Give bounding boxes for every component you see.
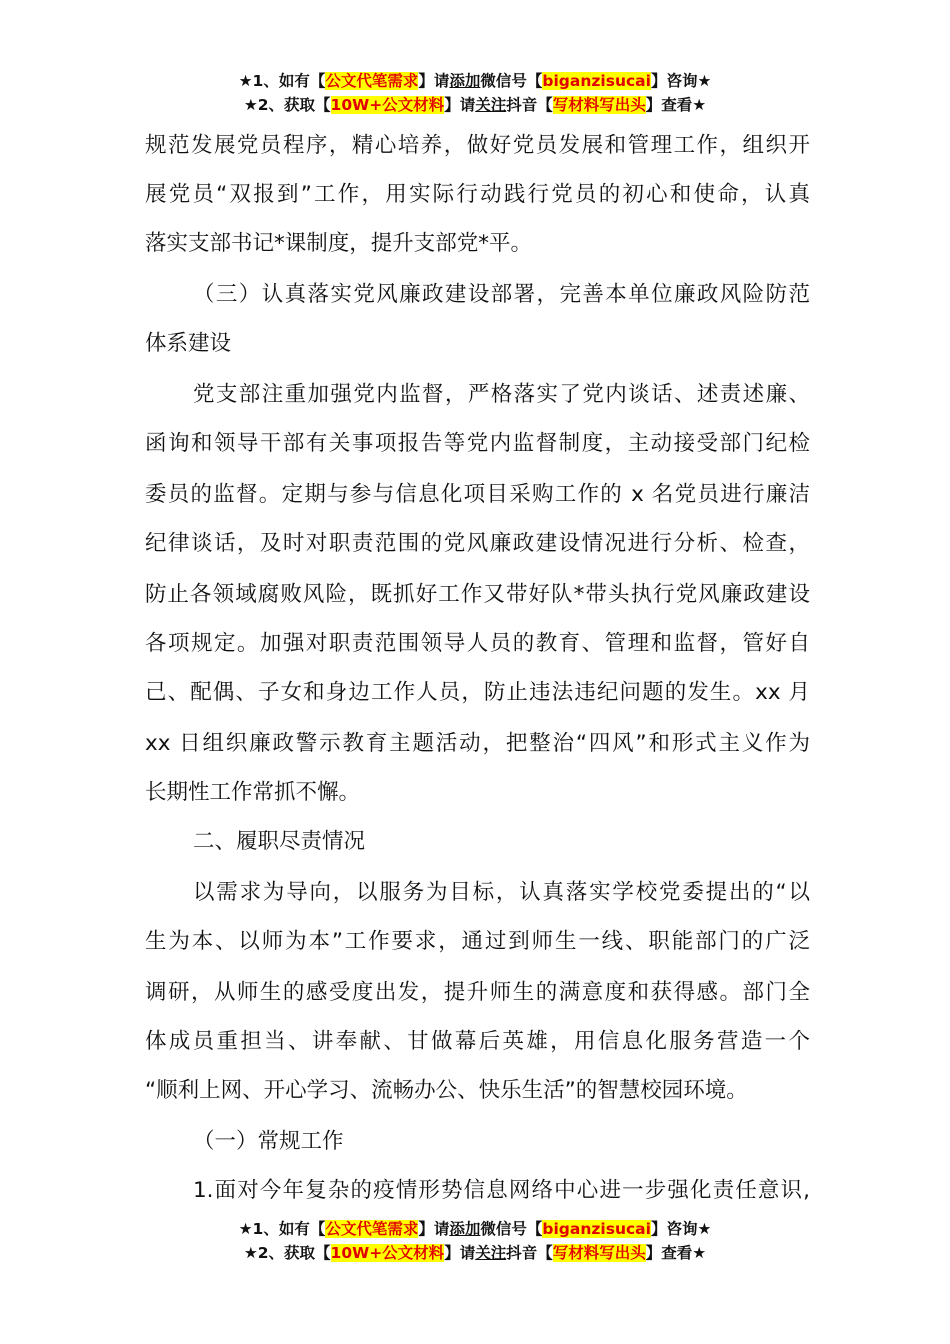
text-line: 函询和领导干部有关事项报告等党内监督制度，主动接受部门纪检 — [145, 431, 810, 456]
highlight-service: 公文代笔需求 — [325, 1220, 419, 1238]
promo-banner-bottom-line1: ★1、如有【公文代笔需求】请添加微信号【biganzisucai】咨询★ — [238, 1220, 712, 1238]
highlight-wechat-id: biganzisucai — [542, 72, 651, 90]
text-line: 落实支部书记*课制度，提升支部党*平。 — [145, 231, 533, 256]
promo-banner-top-line2: ★2、获取【10W+公文材料】请关注抖音【写材料写出头】查看★ — [243, 96, 707, 114]
text-line: 纪律谈话，及时对职责范围的党风廉政建设情况进行分析、检查， — [145, 531, 810, 556]
section-heading: （一）常规工作 — [193, 1129, 344, 1154]
text-line: 各项规定。加强对职责范围领导人员的教育、管理和监督，管好自 — [145, 631, 810, 656]
text-line: 生为本、以师为本”工作要求，通过到师生一线、职能部门的广泛 — [145, 929, 810, 954]
highlight-douyin-account: 写材料写出头 — [552, 1244, 646, 1262]
promo-banner-top-line1: ★1、如有【公文代笔需求】请添加微信号【biganzisucai】咨询★ — [238, 72, 712, 90]
text-line: xx 日组织廉政警示教育主题活动，把整治“四风”和形式主义作为 — [145, 731, 810, 756]
text-line: 长期性工作常抓不懈。 — [145, 780, 361, 805]
text-line: 以需求为导向，以服务为目标，认真落实学校党委提出的“以 — [193, 880, 810, 905]
text-line: 党支部注重加强党内监督，严格落实了党内谈话、述责述廉、 — [193, 382, 810, 407]
highlight-douyin-account: 写材料写出头 — [552, 96, 646, 114]
highlight-materials: 10W+公文材料 — [330, 1244, 445, 1262]
section-heading: 体系建设 — [145, 331, 232, 356]
promo-banner-bottom-line2: ★2、获取【10W+公文材料】请关注抖音【写材料写出头】查看★ — [243, 1244, 707, 1262]
text-line: 防止各领域腐败风险，既抓好工作又带好队*带头执行党风廉政建设 — [145, 582, 810, 607]
text-line: 规范发展党员程序，精心培养，做好党员发展和管理工作，组织开 — [145, 133, 810, 158]
section-heading: 二、履职尽责情况 — [193, 829, 366, 854]
highlight-materials: 10W+公文材料 — [330, 96, 445, 114]
text-line: 体成员重担当、讲奉献、甘做幕后英雄，用信息化服务营造一个 — [145, 1029, 810, 1054]
text-line: 调研，从师生的感受度出发，提升师生的满意度和获得感。部门全 — [145, 980, 810, 1005]
highlight-wechat-id: biganzisucai — [542, 1220, 651, 1238]
text-line: 展党员“双报到”工作，用实际行动践行党员的初心和使命，认真 — [145, 182, 810, 207]
text-line: 委员的监督。定期与参与信息化项目采购工作的 x 名党员进行廉洁 — [145, 482, 810, 507]
text-line: 己、配偶、子女和身边工作人员，防止违法违纪问题的发生。xx 月 — [145, 680, 810, 705]
text-line: “顺利上网、开心学习、流畅办公、快乐生活”的智慧校园环境。 — [145, 1078, 748, 1103]
highlight-service: 公文代笔需求 — [325, 72, 419, 90]
text-line: 1.面对今年复杂的疫情形势信息网络中心进一步强化责任意识, — [193, 1178, 810, 1203]
section-heading: （三）认真落实党风廉政建设部署，完善本单位廉政风险防范 — [193, 282, 810, 307]
